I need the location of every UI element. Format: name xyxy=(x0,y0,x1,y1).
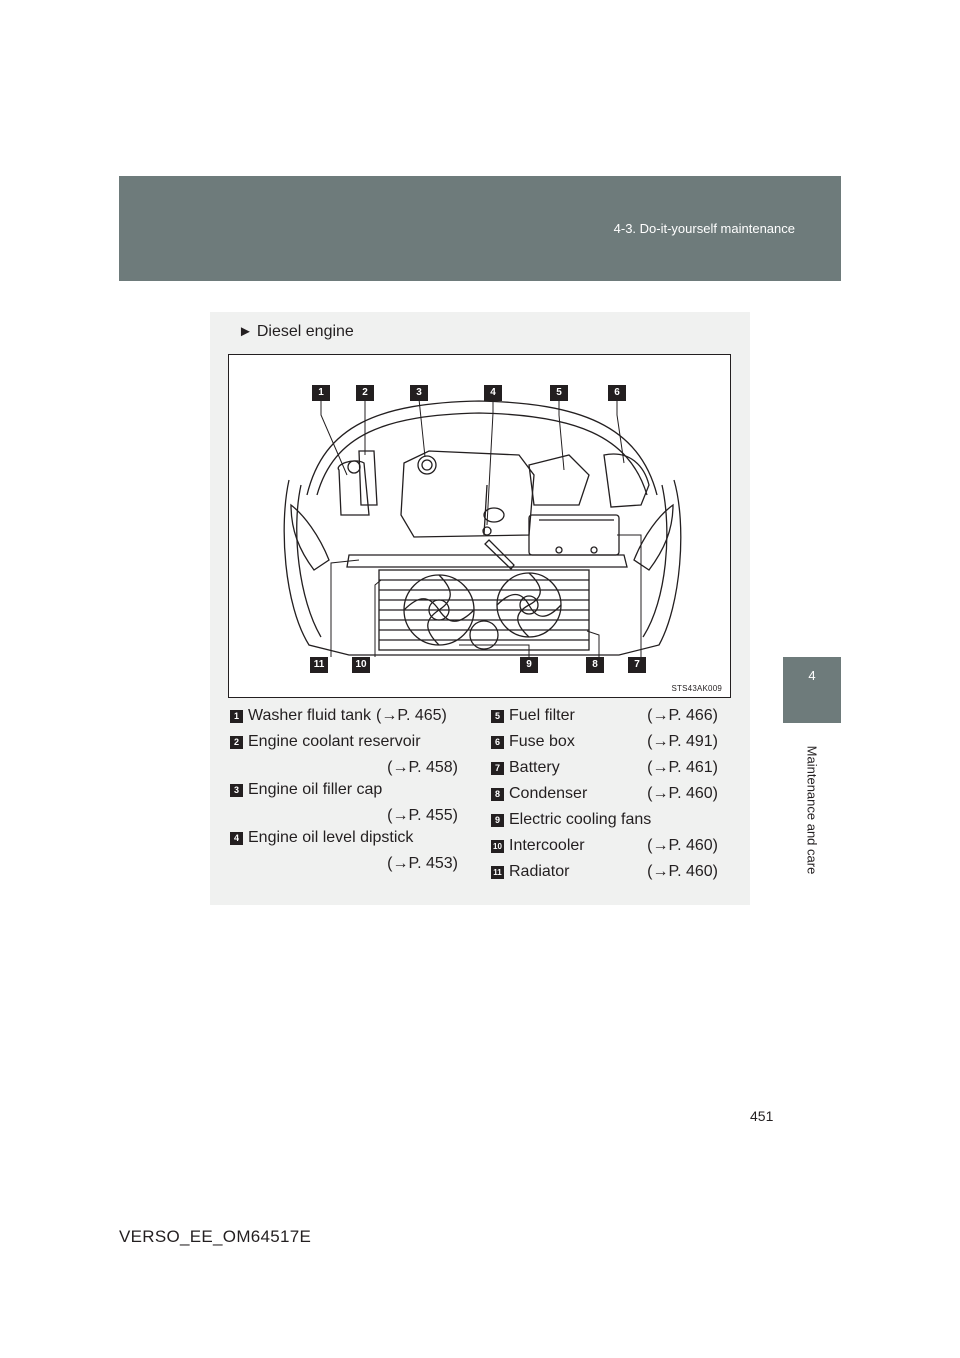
item-label: Engine oil level dipstick xyxy=(248,829,414,846)
callout-11: 11 xyxy=(310,657,328,673)
page-reference: (→P. 461) xyxy=(647,759,718,776)
header-band xyxy=(119,176,841,281)
page-reference: (→P. 458) xyxy=(387,759,458,776)
item-number: 5 xyxy=(491,710,504,723)
item-number: 7 xyxy=(491,762,504,775)
callout-7: 7 xyxy=(628,657,646,673)
document-code: VERSO_EE_OM64517E xyxy=(119,1227,312,1246)
item-number: 11 xyxy=(491,866,504,879)
item-number: 1 xyxy=(230,710,243,723)
page-reference: (→P. 455) xyxy=(387,807,458,824)
section-heading xyxy=(238,323,354,341)
engine-bay-drawing xyxy=(229,355,731,698)
callout-3: 3 xyxy=(410,385,428,401)
callout-4: 4 xyxy=(484,385,502,401)
callout-10: 10 xyxy=(352,657,370,673)
page-reference: (→P. 465) xyxy=(376,707,447,724)
engine-illustration xyxy=(228,354,731,698)
callout-1: 1 xyxy=(312,385,330,401)
item-number: 3 xyxy=(230,784,243,797)
callout-2: 2 xyxy=(356,385,374,401)
item-label: Fuse box xyxy=(509,733,575,750)
callout-5: 5 xyxy=(550,385,568,401)
page-reference: (→P. 460) xyxy=(647,863,718,880)
item-label: Engine coolant reservoir xyxy=(248,733,421,750)
item-number: 2 xyxy=(230,736,243,749)
item-label: Fuel filter xyxy=(509,707,575,724)
callout-9: 9 xyxy=(520,657,538,673)
item-number: 8 xyxy=(491,788,504,801)
triangle-bullet-icon: ► xyxy=(238,323,253,340)
item-label: Engine oil filler cap xyxy=(248,781,383,798)
list-item xyxy=(230,730,460,780)
chapter-tab xyxy=(783,657,841,723)
content-panel xyxy=(210,312,750,905)
item-label: Washer fluid tank xyxy=(248,707,372,724)
item-label: Intercooler xyxy=(509,837,585,854)
item-number: 6 xyxy=(491,736,504,749)
item-label: Battery xyxy=(509,759,560,776)
item-label: Electric cooling fans xyxy=(509,811,652,828)
page-number: 451 xyxy=(750,1108,774,1124)
heading-text: Diesel engine xyxy=(256,323,354,340)
item-number: 4 xyxy=(230,832,243,845)
page-reference: (→P. 460) xyxy=(647,837,718,854)
chapter-label: Maintenance and care xyxy=(804,745,820,875)
section-title: 4-3. Do-it-yourself maintenance xyxy=(613,221,795,236)
item-number: 9 xyxy=(491,814,504,827)
chapter-number: 4 xyxy=(808,668,816,683)
page-reference: (→P. 460) xyxy=(647,785,718,802)
callout-6: 6 xyxy=(608,385,626,401)
item-label: Condenser xyxy=(509,785,588,802)
page-reference: (→P. 453) xyxy=(387,855,458,872)
page-reference: (→P. 466) xyxy=(647,707,718,724)
page-reference: (→P. 491) xyxy=(647,733,718,750)
item-number: 10 xyxy=(491,840,504,853)
list-item xyxy=(230,778,460,828)
list-item xyxy=(230,826,460,876)
item-label: Radiator xyxy=(509,863,570,880)
callout-8: 8 xyxy=(586,657,604,673)
figure-code: STS43AK009 xyxy=(671,684,722,693)
